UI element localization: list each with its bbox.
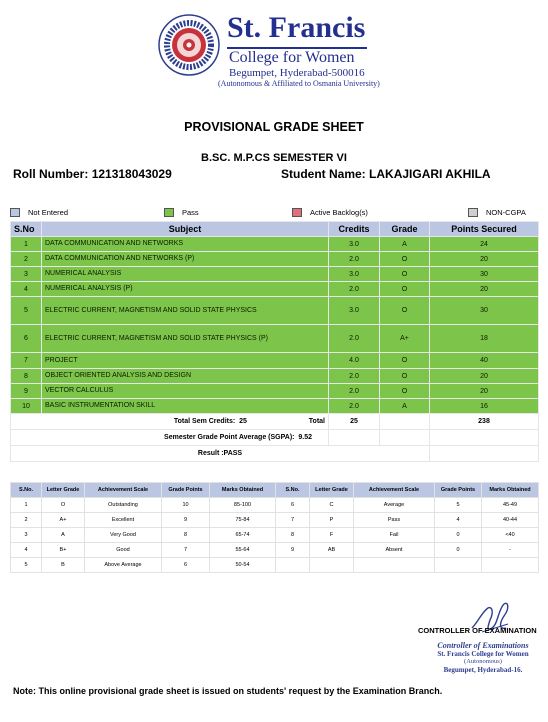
row-grade: O: [380, 384, 430, 399]
grade-scale-table: [10, 482, 539, 573]
scale-row: [11, 528, 539, 543]
scale-cell: A: [42, 528, 85, 543]
roll-number-label: Roll Number:: [13, 167, 89, 181]
result-status: Result :PASS: [11, 446, 430, 462]
row-points: 20: [430, 384, 539, 399]
scale-cell: Good: [85, 543, 162, 558]
scale-cell: P: [310, 513, 354, 528]
scale-cell: 0: [435, 528, 482, 543]
scale-cell: 50-54: [210, 558, 276, 573]
row-grade: A: [380, 399, 430, 414]
total-grade-empty: [380, 414, 430, 430]
scale-cell: 8: [276, 528, 310, 543]
scale-header-cell: Grade Points: [435, 483, 482, 498]
row-sno: 6: [11, 325, 42, 353]
row-sno: 3: [11, 267, 42, 282]
legend-swatch: [10, 208, 20, 217]
row-credits: 2.0: [329, 399, 380, 414]
header-subject: Subject: [42, 222, 329, 237]
scale-header: [11, 483, 539, 498]
total-sem-credits-label: Total Sem Credits:: [173, 418, 236, 425]
legend-pass: [164, 207, 199, 218]
college-address: Begumpet, Hyderabad-500016: [229, 67, 365, 79]
college-subtitle: College for Women: [229, 49, 355, 66]
row-grade: O: [380, 267, 430, 282]
row-subject: ELECTRIC CURRENT, MAGNETISM AND SOLID STATE PHYSICS: [42, 297, 329, 325]
row-subject: DATA COMMUNICATION AND NETWORKS: [42, 237, 329, 252]
sgpa-row: [11, 430, 539, 446]
row-subject: OBJECT ORIENTED ANALYSIS AND DESIGN: [42, 369, 329, 384]
stamp-line: Controller of Examinations: [437, 641, 529, 650]
total-sem-credits: [11, 414, 329, 430]
table-row: [11, 325, 539, 353]
scale-cell: [435, 558, 482, 573]
scale-header-cell: S.No.: [276, 483, 310, 498]
scale-cell: 40-44: [482, 513, 539, 528]
row-points: 30: [430, 297, 539, 325]
scale-cell: <40: [482, 528, 539, 543]
totals-row: [11, 414, 539, 430]
scale-cell: 85-100: [210, 498, 276, 513]
legend-label: NON-CGPA: [486, 208, 526, 217]
row-credits: 2.0: [329, 325, 380, 353]
row-credits: 4.0: [329, 353, 380, 369]
scale-cell: A+: [42, 513, 85, 528]
scale-header-cell: Marks Obtained: [482, 483, 539, 498]
scale-header-cell: Letter Grade: [42, 483, 85, 498]
scale-header-cell: S.No.: [11, 483, 42, 498]
row-grade: O: [380, 369, 430, 384]
scale-row: [11, 558, 539, 573]
controller-stamp: [424, 642, 542, 674]
scale-row: [11, 543, 539, 558]
row-grade: O: [380, 297, 430, 325]
scale-cell: F: [310, 528, 354, 543]
legend-label: Active Backlog(s): [310, 208, 368, 217]
program-title: B.SC. M.P.CS SEMESTER VI: [201, 152, 347, 164]
roll-number-value: 121318043029: [91, 167, 172, 181]
legend-swatch: [292, 208, 302, 217]
row-sno: 9: [11, 384, 42, 399]
scale-cell: 5: [11, 558, 42, 573]
legend-label: Not Entered: [28, 208, 69, 217]
scale-cell: Pass: [354, 513, 435, 528]
scale-cell: 45-49: [482, 498, 539, 513]
row-points: 20: [430, 252, 539, 267]
sgpa-empty: [329, 430, 380, 446]
scale-cell: Very Good: [85, 528, 162, 543]
scale-cell: 3: [11, 528, 42, 543]
total-points: 238: [430, 414, 539, 430]
scale-cell: AB: [310, 543, 354, 558]
legend-active-backlog: [292, 207, 368, 218]
row-subject: PROJECT: [42, 353, 329, 369]
stamp-line: St. Francis College for Women: [437, 650, 529, 658]
scale-cell: Outstanding: [85, 498, 162, 513]
scale-cell: 6: [276, 498, 310, 513]
student-name: [281, 167, 491, 181]
row-subject: NUMERICAL ANALYSIS (P): [42, 282, 329, 297]
scale-cell: [354, 558, 435, 573]
row-points: 20: [430, 282, 539, 297]
row-points: 18: [430, 325, 539, 353]
row-sno: 2: [11, 252, 42, 267]
row-credits: 2.0: [329, 282, 380, 297]
table-row: [11, 399, 539, 414]
scale-cell: 2: [11, 513, 42, 528]
student-name-label: Student Name:: [281, 167, 366, 181]
legend-non-cgpa: [468, 207, 526, 218]
row-subject: ELECTRIC CURRENT, MAGNETISM AND SOLID STATE PHYSICS (P): [42, 325, 329, 353]
college-affiliation: (Autonomous & Affiliated to Osmania University): [218, 79, 380, 88]
header-points: Points Secured: [430, 222, 539, 237]
college-logo: [158, 14, 220, 76]
legend-not-entered: [10, 207, 68, 218]
scale-cell: 55-64: [210, 543, 276, 558]
page-title: PROVISIONAL GRADE SHEET: [184, 120, 364, 134]
row-credits: 2.0: [329, 369, 380, 384]
sgpa-empty: [430, 430, 539, 446]
result-row: [11, 446, 539, 462]
student-name-value: LAKAJIGARI AKHILA: [369, 167, 491, 181]
scale-cell: 6: [162, 558, 210, 573]
scale-cell: 5: [435, 498, 482, 513]
scale-cell: 9: [162, 513, 210, 528]
total-label: Total: [308, 418, 325, 425]
scale-cell: 9: [276, 543, 310, 558]
table-row: [11, 237, 539, 252]
total-sem-credits-value: 25: [239, 418, 247, 425]
row-subject: BASIC INSTRUMENTATION SKILL: [42, 399, 329, 414]
grade-table-header: [11, 222, 539, 237]
legend-label: Pass: [182, 208, 199, 217]
header-grade: Grade: [380, 222, 430, 237]
scale-header-cell: Marks Obtained: [210, 483, 276, 498]
result-empty: [430, 446, 539, 462]
row-points: 20: [430, 369, 539, 384]
scale-cell: [310, 558, 354, 573]
row-credits: 2.0: [329, 384, 380, 399]
scale-cell: 7: [162, 543, 210, 558]
scale-header-cell: Achievement Scale: [354, 483, 435, 498]
row-points: 24: [430, 237, 539, 252]
row-grade: A+: [380, 325, 430, 353]
scale-header-cell: Grade Points: [162, 483, 210, 498]
row-credits: 3.0: [329, 237, 380, 252]
row-grade: O: [380, 252, 430, 267]
row-credits: 2.0: [329, 252, 380, 267]
scale-cell: 4: [435, 513, 482, 528]
row-sno: 10: [11, 399, 42, 414]
row-credits: 3.0: [329, 297, 380, 325]
scale-cell: 4: [11, 543, 42, 558]
total-credits: 25: [329, 414, 380, 430]
table-row: [11, 282, 539, 297]
grade-table: [10, 221, 539, 462]
row-grade: O: [380, 353, 430, 369]
table-row: [11, 252, 539, 267]
row-points: 16: [430, 399, 539, 414]
scale-cell: 7: [276, 513, 310, 528]
scale-cell: 75-84: [210, 513, 276, 528]
scale-cell: Above Average: [85, 558, 162, 573]
controller-title: CONTROLLER OF EXAMINATION: [418, 626, 537, 635]
table-row: [11, 384, 539, 399]
row-sno: 8: [11, 369, 42, 384]
scale-cell: C: [310, 498, 354, 513]
scale-cell: 10: [162, 498, 210, 513]
table-row: [11, 353, 539, 369]
scale-cell: 1: [11, 498, 42, 513]
footer-note: Note: This online provisional grade sheet is issued on students' request by the Examination Branch.: [13, 686, 443, 696]
table-row: [11, 369, 539, 384]
scale-cell: [482, 558, 539, 573]
table-row: [11, 267, 539, 282]
scale-header-cell: Letter Grade: [310, 483, 354, 498]
row-sno: 7: [11, 353, 42, 369]
scale-row: [11, 498, 539, 513]
scale-cell: [276, 558, 310, 573]
scale-row: [11, 513, 539, 528]
row-sno: 1: [11, 237, 42, 252]
scale-header-cell: Achievement Scale: [85, 483, 162, 498]
scale-cell: 65-74: [210, 528, 276, 543]
row-subject: VECTOR CALCULUS: [42, 384, 329, 399]
scale-cell: -: [482, 543, 539, 558]
legend-swatch: [468, 208, 478, 217]
scale-cell: Fail: [354, 528, 435, 543]
scale-cell: Average: [354, 498, 435, 513]
table-row: [11, 297, 539, 325]
scale-cell: B: [42, 558, 85, 573]
header-sno: S.No: [11, 222, 42, 237]
scale-cell: O: [42, 498, 85, 513]
scale-cell: Excellent: [85, 513, 162, 528]
row-subject: DATA COMMUNICATION AND NETWORKS (P): [42, 252, 329, 267]
sgpa: [11, 430, 329, 446]
sgpa-label: Semester Grade Point Average (SGPA):: [164, 434, 295, 441]
row-grade: O: [380, 282, 430, 297]
row-subject: NUMERICAL ANALYSIS: [42, 267, 329, 282]
row-points: 30: [430, 267, 539, 282]
legend-swatch: [164, 208, 174, 217]
college-name: St. Francis: [227, 11, 366, 44]
scale-cell: 0: [435, 543, 482, 558]
sgpa-empty: [380, 430, 430, 446]
sgpa-value: 9.52: [298, 434, 312, 441]
stamp-line: (Autonomous): [464, 658, 502, 665]
row-sno: 4: [11, 282, 42, 297]
row-sno: 5: [11, 297, 42, 325]
header-credits: Credits: [329, 222, 380, 237]
stamp-line: Begumpet, Hyderabad-16.: [443, 666, 523, 674]
row-points: 40: [430, 353, 539, 369]
roll-number: [13, 167, 172, 181]
scale-cell: Absent: [354, 543, 435, 558]
row-credits: 3.0: [329, 267, 380, 282]
row-grade: A: [380, 237, 430, 252]
scale-cell: B+: [42, 543, 85, 558]
scale-cell: 8: [162, 528, 210, 543]
